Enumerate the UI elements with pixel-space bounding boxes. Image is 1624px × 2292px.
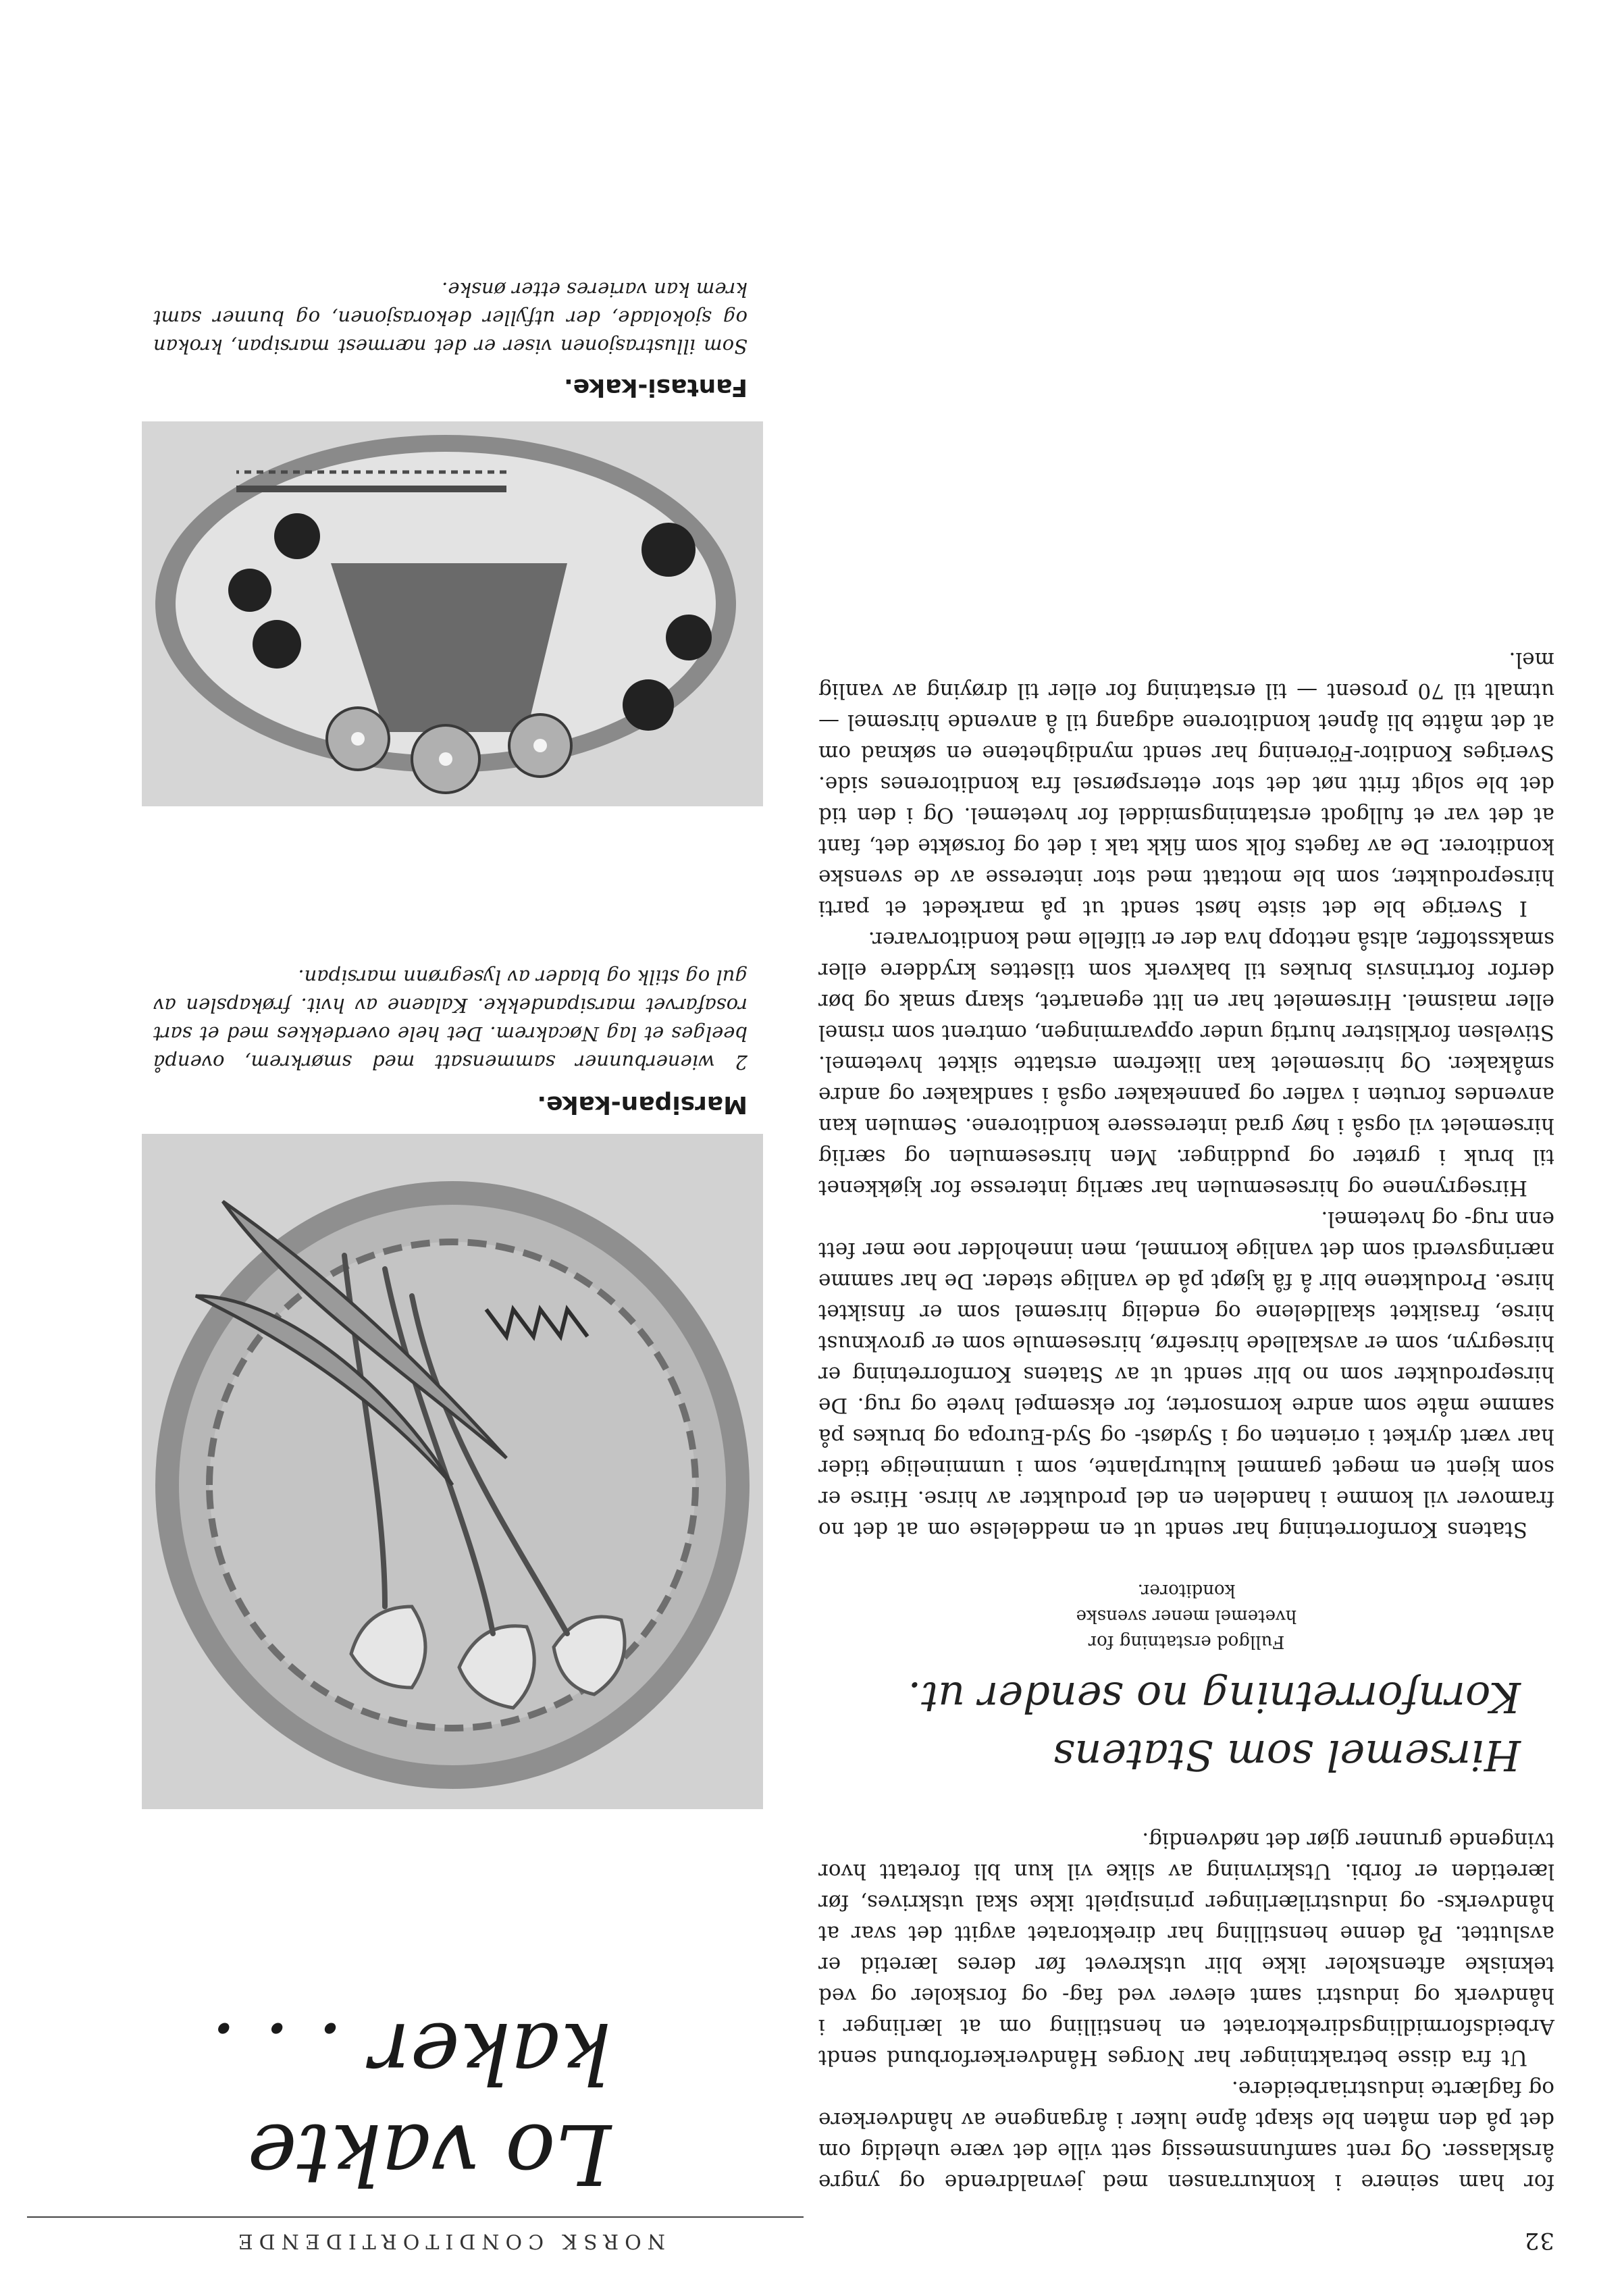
photo-marsipan-caption: 2 wienerbunner sammensatt med smørkrem, ovenpå beelges et lag Nøcakrem. Det hele overdekkes med et sart rosafarvet marsipandekke. Kalaene av hvit. frøkapslen av gul og stilk og blader av lysegrønn marsipan.: [153, 966, 748, 1074]
photo-marsipan-title: Marsipan-kake.: [537, 1091, 748, 1118]
section-heading-script: Lo vakte kaker . . .: [210, 2004, 611, 2202]
article-subtitle: Fullgod erstatning for hvetemel mener svenske konditorer.: [1076, 1580, 1297, 1652]
marsipan-cake-illustration: [142, 1134, 763, 1809]
photo-fantasi-kake: [142, 421, 763, 806]
photo-fantasi-title: Fantasi-kake.: [564, 373, 748, 401]
photo-marsipan-kake: [142, 1134, 763, 1809]
running-head: NORSK CONDITORTIDENDE: [232, 2229, 665, 2253]
header-rule: [27, 2216, 804, 2218]
photo-fantasi-caption: Som illustrasjonen viser er det nærmest marsipan, krokan og sjokolade, der utfyller dekorasjonen, og bunner samt krem kan varieres etter ønske.: [153, 278, 748, 358]
left-column: [818, 644, 1554, 2197]
paragraph-statens: Statens Kornforretning har sendt ut en meddelelse om at det no framover vil komme i handelen en del produkter av hirse. Hirse er som kjent en meget gammel kulturplante, som i umminelige tider har vært dyrket i orienten og i Sydøst- og Syd-Europa og brukes på samme måte som andre kornsorter, for eksempel hvete og rug. De hirseprodukter som no blir sendt ut av Statens Kornforretning er hirsegryn, som er avskallede hirsefrø, hirsesemule som er grovknust hirse, frasiktet skalldelene og endelig hirsemel som er finsiktet hirse. Produktene blir å få kjøpt på de vanlige steder. De har samme næringsverdi som det vanlige kornmel, men inneholder noe mer fett enn rug- og hvetemel.: [818, 1207, 1554, 1542]
paragraph-intro: for ham seinere i konkurransen med jevnaldrende og yngre årsklasser. Og rent samfunnsmessig sett ville det være uheldig om det på den måten ble skapt åpne luker i årgangene av håndverkere og faglærte industriarbeidere.: [818, 2077, 1554, 2194]
page-number: 32: [1523, 2227, 1554, 2254]
article-title: Hirsemel som Statens Kornforretning no sender ut.: [908, 1673, 1521, 1780]
paragraph-henstilling: Ut fra disse betraktninger har Norges Håndverkerforbund sendt Arbeidsformidlingsdirektoratet en henstilling om at lærlinger i håndverk og industri samt elever ved fag- og forskoler og ved tekniske aftenskoler ikke blir utskrevet før deres læretid er avsluttet. På denne henstilling har direktoratet avgitt det svar at håndverks- og industrilærlinger prinsipielt ikke skal utskrives, før læretiden er forbi. Utskrivning av slike vil kun bli foretatt hvor tvingende grunner gjør det nødvendig.: [818, 1828, 1554, 2070]
paragraph-sverige: I Sverige ble det siste høst sendt ut på markedet et parti hirseprodukter, som ble mottatt med stor interesse av de svenske konditorer. De av fagets folk som fikk tak i det og forsøkte det, fant at det var et fullgodt erstatningsmiddel for hvetemel. Og i den tid det ble solgt fritt nøt det stor etterspørsel fra konditorenes side. Sveriges Konditor-Förening har sendt myndighetene en søknad om at det måtte bli åpnet konditorene adgang til å anvende hirsemel — utmalt til 70 prosent — til erstatning for eller til drøying av vanlig mel.: [818, 648, 1554, 920]
fantasi-cake-illustration: [142, 421, 763, 806]
paragraph-hirsegryn: Hirsegrynene og hirsesemulen har særlig interesse for kjøkkenet til bruk i grøter og puddinger. Men hirsesemulen og særlig hirsemelet vil også i høy grad interessere konditorene. Semulen kan anvendes foruten i vafler og pannekaker også i sandkaker og andre småkaker. Og hirsemelet kan likefrem erstatte siktet hvetemel. Stivelsen forklistrer hurtig under oppvarmingen, omtrent som rismel eller maismel. Hirsemelet har en litt egenartet, skarp smak og bør derfor fortrinsvis brukes til bakverk som tilsettes kryddere eller smaksstoffer, altså nettopp hva der er tilfelle med konditorvarer.: [818, 927, 1554, 1200]
